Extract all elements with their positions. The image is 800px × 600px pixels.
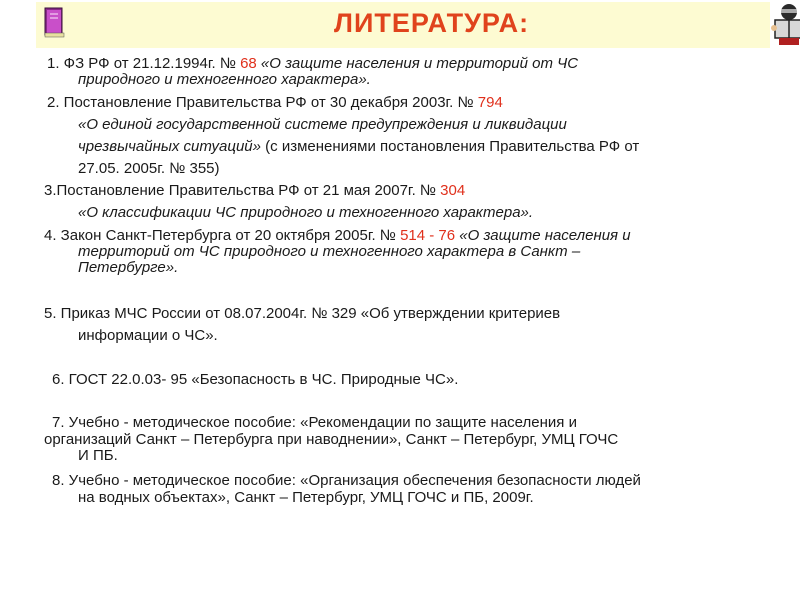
reference-2	[47, 94, 503, 111]
reference-5: 5. Приказ МЧС России от 08.07.2004г. № 329 «Об утверждении критериев	[44, 305, 561, 322]
reference-3	[44, 182, 465, 199]
reference-7-cont: организаций Санкт – Петербурга при наводнении», Санкт – Петербург, УМЦ ГОЧС	[44, 431, 619, 448]
reference-2-cont2	[78, 138, 639, 155]
header-bar	[36, 2, 770, 48]
ref-text: 2. Постановление Правительства РФ от 30 декабря 2003г. №	[47, 94, 478, 111]
reference-5-cont: информации о ЧС».	[78, 327, 218, 344]
reference-4-cont2: Петербурге».	[78, 259, 179, 276]
reading-person-icon	[769, 2, 800, 46]
ref-text: 4. Закон Санкт-Петербурга от 20 октября 2005г. №	[44, 227, 401, 244]
ref-title: «О защите населения и	[455, 227, 631, 244]
ref-text: 3.Постановление Правительства РФ от 21 мая 2007г. №	[44, 182, 441, 199]
reference-6: 6. ГОСТ 22.0.03- 95 «Безопасность в ЧС. Природные ЧС».	[52, 371, 459, 388]
reference-3-cont: «О классификации ЧС природного и техногенного характера».	[78, 204, 534, 221]
reference-2-cont: «О единой государственной системе предупреждения и ликвидации	[78, 116, 567, 133]
ref-number: 514 - 76	[400, 227, 456, 244]
ref-number: 794	[477, 94, 503, 111]
ref-text: 1. ФЗ РФ от 21.12.1994г. №	[47, 55, 241, 72]
book-icon	[42, 6, 66, 38]
ref-text: (с изменениями постановления Правительства РФ от	[260, 138, 640, 155]
ref-title: чрезвычайных ситуаций»	[78, 138, 261, 155]
reference-4	[44, 227, 631, 244]
reference-2-cont3: 27.05. 2005г. № 355)	[78, 160, 220, 177]
reference-1	[47, 55, 578, 72]
ref-number: 304	[440, 182, 466, 199]
reference-4-cont: территорий от ЧС природного и техногенного характера в Санкт –	[78, 243, 581, 260]
reference-7: 7. Учебно - методическое пособие: «Рекомендации по защите населения и	[52, 414, 577, 431]
reference-1-cont: природного и техногенного характера».	[78, 71, 371, 88]
reference-8: 8. Учебно - методическое пособие: «Организация обеспечения безопасности людей	[52, 472, 641, 489]
page-title: ЛИТЕРАТУРА:	[334, 8, 530, 38]
ref-number: 68	[240, 55, 257, 72]
ref-title: «О защите населения и территорий от ЧС	[256, 55, 579, 72]
reference-7-cont2: И ПБ.	[78, 447, 118, 464]
reference-8-cont: на водных объектах», Санкт – Петербург, УМЦ ГОЧС и ПБ, 2009г.	[78, 489, 534, 506]
